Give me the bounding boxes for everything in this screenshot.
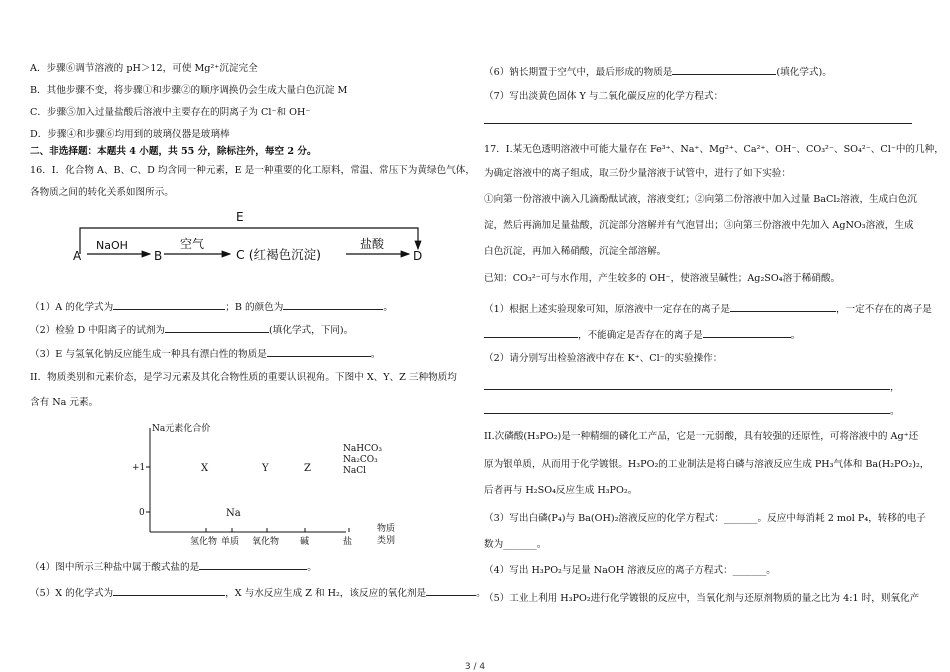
comma-2: 。: [890, 406, 900, 417]
part2-r-line-3: 后者再与 H₂SO₄反应生成 H₃PO₂。: [484, 485, 638, 496]
option-a: A．步骤⑥调节溶液的 pH＞12，可使 Mg²⁺沉淀完全: [30, 63, 258, 74]
q16-5-text-b: ，X 与水反应生成 Z 和 H₂，该反应的氧化剂是: [225, 588, 427, 599]
q16-4-text-b: 。: [307, 562, 317, 573]
q16-4: [30, 558, 317, 575]
answer-blank[interactable]: [703, 326, 791, 338]
q17-1-line-1: [484, 300, 932, 317]
q17-line-1: 17．I.某无色透明溶液中可能大量存在 Fe³⁺、Na⁺、Mg²⁺、Ca²⁺、OH⁻、CO₃²⁻、SO₄²⁻、Cl⁻中的几种，: [484, 144, 944, 155]
q17-2: （2）请分别写出检验溶液中存在 K⁺、Cl⁻的实验操作：: [484, 353, 723, 364]
answer-blank[interactable]: [484, 378, 890, 390]
answer-line[interactable]: [484, 123, 912, 124]
diagram-air: 空气: [180, 237, 205, 251]
valence-axes: [112, 418, 402, 548]
answer-blank[interactable]: [484, 326, 578, 338]
q17-1-text-a: （1）根据上述实验现象可知，原溶液中一定存在的离子是: [484, 304, 730, 315]
q17-3-line-1: （3）写出白磷(P₄)与 Ba(OH)₂溶液反应的化学方程式：_______。反应中每消耗 2 mol P₄，转移的电子: [484, 513, 926, 524]
q17-1-line-2: [484, 326, 800, 343]
q16-6-text-a: （6）钠长期置于空气中，最后形成的物质是: [484, 67, 673, 78]
answer-blank[interactable]: [113, 298, 225, 310]
q16-5: [30, 584, 486, 601]
reaction-diagram: [70, 208, 430, 266]
category-hydride: 氢化物: [190, 537, 218, 547]
q16-7: （7）写出淡黄色固体 Y 与二氧化碳反应的化学方程式：: [484, 91, 724, 102]
q16-6: [484, 63, 832, 80]
diagram-c: C (红褐色沉淀): [236, 247, 321, 262]
point-y: Y: [262, 463, 269, 474]
known-info: 已知：CO₃²⁻可与水作用，产生较多的 OH⁻，使溶液呈碱性；Ag₂SO₄溶于稀硝酸。: [484, 273, 841, 284]
category-salt: 盐: [343, 537, 353, 547]
diagram-d: D: [413, 249, 423, 263]
chart-xlabel-2: 类别: [377, 536, 396, 546]
point-z: Z: [304, 463, 311, 474]
part2-r-line-1: II.次磷酸(H₃PO₂)是一种精细的磷化工产品，它是一元弱酸，具有较强的还原性，可将溶液中的 Ag⁺还: [484, 431, 919, 442]
point-na: Na: [226, 508, 241, 519]
salt-nahco3: NaHCO₃: [343, 444, 382, 454]
point-x: X: [201, 463, 209, 474]
q17-line-4: 淀，然后再滴加足量盐酸，沉淀部分溶解并有气泡冒出；③向第三份溶液中先加入 AgNO₃溶液，生成: [484, 220, 914, 231]
comma-1: ，: [890, 382, 900, 393]
q16-line-1: 16．I．化合物 A、B、C、D 均含同一种元素，E 是一种重要的化工原料，常温、常压下为黄绿色气体，: [30, 165, 475, 176]
answer-blank[interactable]: [283, 298, 383, 310]
tick-plus1: +1: [132, 463, 146, 473]
q16-4-text-a: （4）图中所示三种盐中属于酸式盐的是: [30, 562, 200, 573]
chart-ylabel: Na元素化合价: [152, 424, 211, 434]
answer-blank[interactable]: [730, 300, 836, 312]
q16-5-text-a: （5）X 的化学式为: [30, 588, 114, 599]
category-base: 碱: [300, 537, 310, 547]
q16-3: [30, 345, 380, 362]
option-b: B．其他步骤不变，将步骤①和步骤②的顺序调换仍会生成大量白色沉淀 M: [30, 85, 348, 96]
q16-5-text-c: 。: [476, 588, 486, 599]
q17-3-line-2: 数为_______。: [484, 539, 547, 550]
q17-5: （5）工业上利用 H₃PO₂进行化学镀银的反应中，当氧化剂与还原剂物质的量之比为 4:1 时，则氧化产: [484, 593, 920, 604]
part2-line-1: II．物质类别和元素价态，是学习元素及其化合物性质的重要认识视角。下图中 X、Y、Z 三种物质均: [30, 372, 457, 383]
answer-blank[interactable]: [113, 584, 225, 596]
option-d: D．步骤④和步骤⑥均用到的玻璃仪器是玻璃棒: [30, 129, 230, 140]
salt-na2co3: Na₂CO₃: [343, 455, 378, 465]
q17-1-text-c: ，不能确定是否存在的离子是: [578, 330, 703, 341]
answer-blank[interactable]: [165, 321, 269, 333]
q17-line-3: ①向第一份溶液中滴入几滴酚酞试液，溶液变红；②向第二份溶液中加入过量 BaCl₂溶液，生成白色沉: [484, 194, 918, 205]
diagram-hcl: 盐酸: [360, 237, 385, 251]
answer-blank[interactable]: [484, 402, 890, 414]
q16-3-text-b: 。: [370, 349, 381, 360]
option-c: C．步骤⑤加入过量盐酸后溶液中主要存在的阴离子为 Cl⁻和 OH⁻: [30, 107, 311, 118]
diagram-e: E: [236, 210, 244, 224]
q17-line-5: 白色沉淀，再加入稀硝酸，沉淀全部溶解。: [484, 246, 667, 257]
tick-zero: 0: [139, 508, 145, 518]
q17-line-2: 为确定溶液中的离子组成，取三份少量溶液于试管中，进行了如下实验：: [484, 168, 791, 179]
q17-4: （4）写出 H₃PO₂与足量 NaOH 溶液反应的离子方程式：_______。: [484, 565, 776, 576]
section-heading: 二、非选择题：本题共 4 小题，共 55 分，除标注外，每空 2 分。: [30, 146, 317, 157]
page-number: 3 / 4: [464, 662, 486, 672]
q17-2-answer-2: [484, 402, 900, 419]
q17-2-answer-1: [484, 378, 900, 395]
answer-blank[interactable]: [199, 558, 307, 570]
q16-3-text-a: （3）E 与氢氧化钠反应能生成一种具有漂白性的物质是: [30, 349, 267, 360]
part2-line-2: 含有 Na 元素。: [30, 397, 99, 408]
q16-1-text-a: （1）A 的化学式为: [30, 302, 114, 313]
diagram-a: A: [73, 249, 82, 263]
part2-r-line-2: 原为银单质，从而用于化学镀银。H₃PO₂的工业制法是将白磷与溶液反应生成 PH₃气体和 Ba(H₂PO₂)₂，: [484, 459, 930, 470]
q17-1-text-d: 。: [790, 330, 801, 341]
q16-6-text-b: (填化学式)。: [776, 67, 832, 78]
q16-2: [30, 321, 353, 338]
chart-xlabel-1: 物质: [377, 524, 396, 534]
q16-1-text-c: 。: [383, 302, 393, 313]
q16-1: [30, 298, 393, 315]
q16-2-text-a: （2）检验 D 中阳离子的试剂为: [30, 325, 166, 336]
q17-1-text-b: ，一定不存在的离子是: [835, 304, 932, 315]
category-element: 单质: [221, 537, 240, 547]
diagram-b: B: [154, 249, 163, 263]
valence-chart: [112, 418, 402, 548]
q16-2-text-b: (填化学式，下同)。: [269, 325, 354, 336]
answer-blank[interactable]: [672, 63, 776, 75]
answer-blank[interactable]: [426, 584, 476, 596]
salt-nacl: NaCl: [343, 466, 367, 476]
q16-line-2: 各物质之间的转化关系如图所示。: [30, 187, 174, 198]
q16-1-text-b: ；B 的颜色为: [225, 302, 284, 313]
diagram-naoh: NaOH: [96, 239, 128, 252]
category-oxide: 氧化物: [252, 537, 280, 547]
answer-blank[interactable]: [267, 345, 371, 357]
